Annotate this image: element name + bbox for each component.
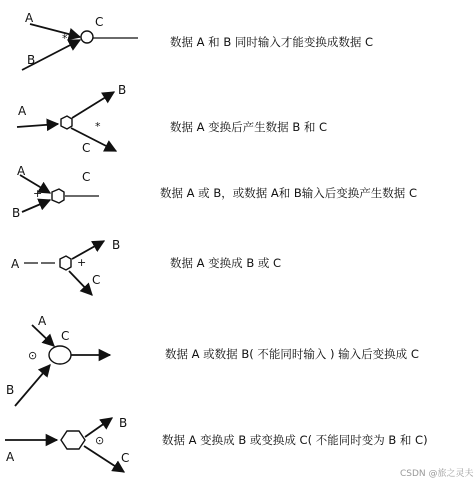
- arrow-a: [30, 24, 80, 37]
- row-2-and-split: [17, 83, 327, 155]
- row-4-or-split: [11, 238, 281, 295]
- row-1-and-merge: [22, 11, 373, 70]
- process-node: [61, 116, 72, 129]
- process-node: [61, 431, 85, 449]
- arrow-c: [84, 446, 124, 472]
- label-b: B: [119, 416, 128, 430]
- arrow-c: [69, 271, 92, 295]
- process-node: [49, 346, 71, 364]
- symbol-and: *: [62, 32, 68, 45]
- label-a: A: [38, 314, 47, 328]
- symbol-and: *: [95, 120, 101, 133]
- row-5-xor-merge: [6, 314, 419, 406]
- arrow-b: [22, 200, 50, 212]
- arrow-b: [72, 92, 114, 118]
- description: 数据 A 变换成 B 或变换成 C( 不能同时变为 B 和 C): [162, 433, 428, 447]
- arrow-c: [71, 128, 116, 151]
- watermark: CSDN @旅之灵夫: [400, 469, 474, 479]
- label-a: A: [25, 11, 34, 25]
- process-node: [52, 189, 64, 203]
- process-node: [60, 256, 71, 270]
- arrow-a: [17, 124, 58, 127]
- description: 数据 A 和 B 同时输入才能变换成数据 C: [170, 35, 374, 49]
- process-node: [81, 31, 93, 43]
- label-a: A: [6, 450, 15, 464]
- symbol-xor: ⊙: [28, 349, 38, 362]
- label-c: C: [121, 451, 130, 465]
- label-b: B: [27, 53, 36, 67]
- description: 数据 A 变换成 B 或 C: [170, 256, 282, 270]
- label-b: B: [12, 206, 21, 220]
- label-c: C: [61, 329, 70, 343]
- row-3-or-merge: [12, 164, 417, 220]
- label-b: B: [6, 383, 15, 397]
- label-b: B: [112, 238, 121, 252]
- arrow-b: [15, 365, 50, 406]
- label-c: C: [82, 170, 91, 184]
- label-a: A: [11, 257, 20, 271]
- label-b: B: [118, 83, 127, 97]
- symbol-or: +: [33, 187, 43, 200]
- symbol-xor: ⊙: [95, 434, 105, 447]
- description: 数据 A 或 B，或数据 A和 B输入后变换产生数据 C: [160, 186, 417, 200]
- row-6-xor-split: [5, 416, 428, 472]
- label-a: A: [18, 104, 27, 118]
- arrow-a: [32, 325, 54, 346]
- label-c: C: [92, 273, 101, 287]
- label-a: A: [17, 164, 26, 178]
- description: 数据 A 变换后产生数据 B 和 C: [170, 120, 328, 134]
- description: 数据 A 或数据 B( 不能同时输入 ) 输入后变换成 C: [165, 347, 419, 361]
- label-c: C: [82, 141, 91, 155]
- label-c: C: [95, 15, 104, 29]
- symbol-or: +: [77, 256, 87, 269]
